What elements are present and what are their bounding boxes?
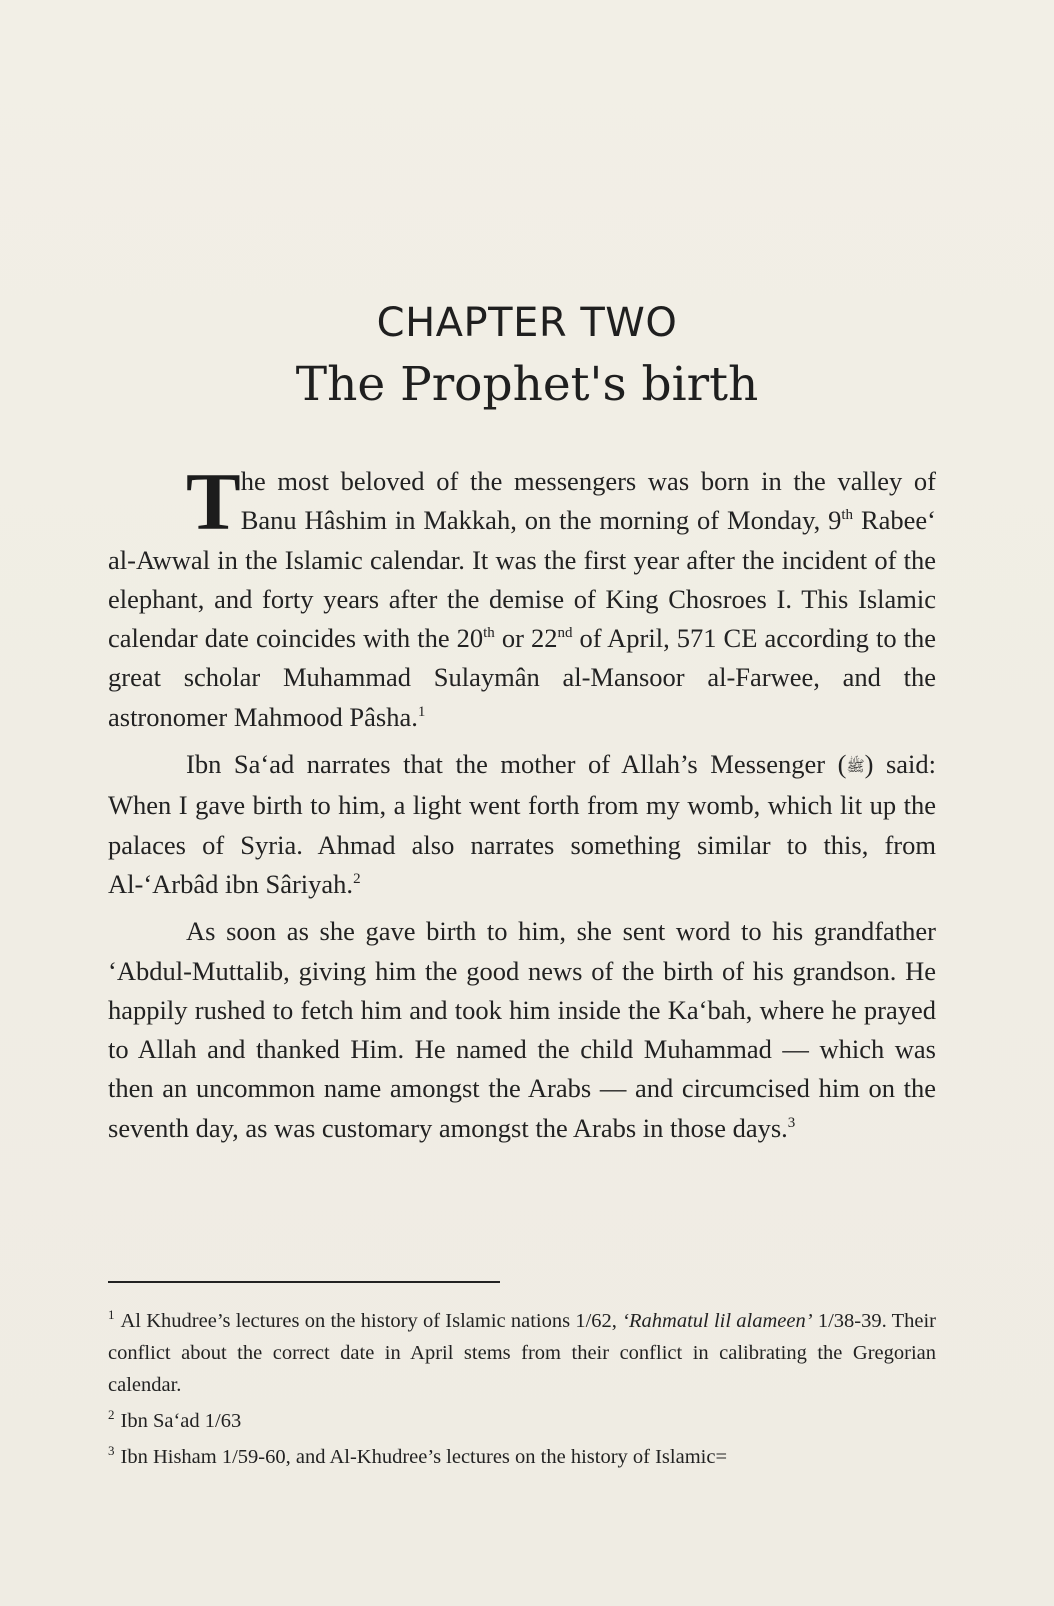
paragraph-1-text-a: he most beloved of the messengers was born in the valley of Banu Hâshim in Makkah, on the morning of Monday, 9 [240, 466, 936, 536]
ordinal-suffix: nd [557, 625, 573, 642]
footnote-reference: 3 [787, 1114, 796, 1131]
footnote-1 [108, 1305, 936, 1401]
paragraph-1 [108, 456, 936, 737]
paragraph-2-text-a: Ibn Sa‘ad narrates that the mother of Allah’s Messenger ( [186, 749, 847, 780]
footnotes [108, 1305, 936, 1477]
footnote-3 [108, 1441, 936, 1473]
paragraph-2 [108, 745, 936, 904]
paragraph-3-text: As soon as she gave birth to him, she sent word to his grandfather ‘Abdul-Muttalib, giving him the good news of the birth of his grandson. He happily rushed to fetch him and took him inside the Ka‘bah, where he prayed to Allah and thanked Him. He named the child Muhammad — which was then an uncommon name amongst the Arabs — and circumcised him on the seventh day, as was customary amongst the Arabs in those days. [108, 916, 936, 1143]
paragraph-2-text-b: ) said: When I gave birth to him, a light went forth from my womb, which lit up the palaces of Syria. Ahmad also narrates something similar to this, from Al-‘Arbâd ibn Sâriyah. [108, 749, 937, 899]
footnote-number: 2 [108, 1407, 115, 1422]
footnote-reference: 1 [417, 703, 426, 720]
paragraph-3 [108, 912, 936, 1148]
footnote-divider [108, 1281, 500, 1283]
footnote-reference: 2 [353, 870, 361, 887]
footnote-2-text: Ibn Sa‘ad 1/63 [120, 1410, 242, 1432]
paragraph-1-text-b: Rabee‘ al-Awwal in the Islamic calendar. It was the first year after the incident of the elephant, and forty years after the demise of King Chosroes I. This Islamic calendar date coincides with the 20 [108, 505, 936, 654]
body-text [108, 456, 937, 1148]
footnote-1-italic: ‘Rahmatul lil alameen’ [622, 1310, 813, 1332]
chapter-title: The Prophet's birth [295, 357, 759, 412]
ordinal-suffix: th [483, 625, 495, 642]
footnote-1-text-a: Al Khudree’s lectures on the history of Islamic nations 1/62, [120, 1310, 623, 1332]
footnote-2 [108, 1405, 936, 1437]
footnote-number: 1 [108, 1307, 115, 1322]
ordinal-suffix: th [841, 507, 854, 524]
footnote-3-text: Ibn Hisham 1/59-60, and Al-Khudree’s lectures on the history of Islamic= [120, 1446, 728, 1468]
footnote-number: 3 [108, 1443, 115, 1458]
footnote-1-text-b: 1/38-39. Their conflict about the correct date in April stems from their conflict in calibrating the Gregorian calendar. [108, 1310, 936, 1396]
paragraph-1-text-d: of April, 571 CE according to the great scholar Muhammad Sulaymân al-Mansoor al-Farwee, and the astronomer Mahmood Pâsha. [108, 623, 936, 732]
paragraph-1-text-c: or 22 [494, 623, 558, 654]
drop-cap: T [186, 456, 241, 547]
salutation-glyph-icon: ﷺ [846, 757, 865, 776]
chapter-number: CHAPTER TWO [376, 300, 678, 346]
